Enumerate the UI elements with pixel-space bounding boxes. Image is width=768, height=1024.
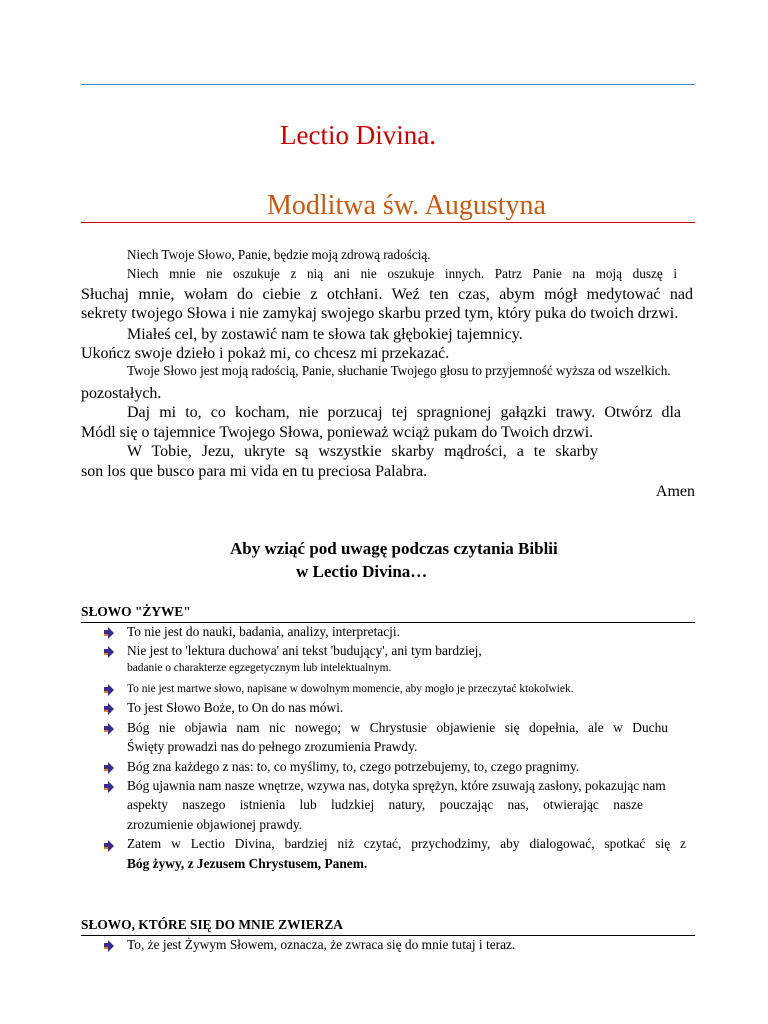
prayer-line: Miałeś cel, by zostawić nam te słowa tak głębokiej tajemnicy. (127, 326, 523, 343)
bullet-text: Bóg zna każdego z nas: to, co myślimy, to, czego potrzebujemy, to, czego pragnimy. (127, 759, 580, 774)
arrow-bullet-icon (103, 627, 115, 639)
arrow-bullet-icon (103, 703, 115, 715)
section-title: SŁOWO "ŻYWE" (81, 604, 191, 619)
prayer-line: son los que busco para mi vida en tu preciosa Palabra. (81, 463, 428, 480)
title-underline (81, 222, 695, 223)
bullet-text: badanie o charakterze egzegetycznym lub intelektualnym. (127, 662, 392, 674)
bullet-text: zrozumienie objawionej prawdy. (127, 817, 303, 832)
prayer-line: Daj mi to, co kocham, nie porzucaj tej spragnionej gałązki trawy. Otwórz dla (127, 404, 681, 421)
arrow-bullet-icon (103, 840, 115, 852)
prayer-line: sekrety twojego Słowa i nie zamykaj swojego skarbu przed tym, który puka do twoich drzwi. (81, 305, 679, 322)
bullet-text: Zatem w Lectio Divina, bardziej niż czytać, przychodzimy, aby dialogować, spotkać się z (127, 836, 686, 851)
prayer-line: Módl się o tajemnice Twojego Słowa, ponieważ wciąż pukam do Twoich drzwi. (81, 424, 594, 441)
prayer-line: Niech Twoje Słowo, Panie, będzie moją zdrową radością. (127, 247, 431, 262)
arrow-bullet-icon (103, 940, 115, 952)
bullet-text: Bóg ujawnia nam nasze wnętrze, wzywa nas, dotyka sprężyn, które zsuwają zasłony, pokazując nam (127, 778, 666, 793)
prayer-line: pozostałych. (81, 385, 162, 402)
prayer-line: Niech mnie nie oszukuje z nią ani nie oszukuje innych. Patrz Panie na moją duszę i (127, 266, 677, 281)
arrow-bullet-icon (103, 762, 115, 774)
section-heading: Aby wziąć pod uwagę podczas czytania Biblii (230, 539, 558, 558)
bullet-text: aspekty naszego istnienia lub ludzkiej natury, pouczając nas, otwierając nasze (127, 797, 643, 812)
section-rule (81, 935, 695, 936)
prayer-line: Ukończ swoje dzieło i pokaż mi, co chcesz mi przekazać. (81, 345, 450, 362)
bullet-text: To nie jest do nauki, badania, analizy, interpretacji. (127, 624, 400, 639)
section-title: SŁOWO, KTÓRE SIĘ DO MNIE ZWIERZA (81, 917, 343, 932)
bullet-text: To, że jest Żywym Słowem, oznacza, że zwraca się do mnie tutaj i teraz. (127, 937, 516, 952)
arrow-bullet-icon (103, 646, 115, 658)
prayer-line: Słuchaj mnie, wołam do ciebie z otchłani. Weź ten czas, abym mógł medytować nad (81, 286, 693, 303)
prayer-line: W Tobie, Jezu, ukryte są wszystkie skarby mądrości, a te skarby (127, 443, 598, 460)
bullet-text: To nie jest martwe słowo, napisane w dowolnym momencie, aby mogło je przeczytać ktokolwiek. (127, 683, 574, 695)
section-heading: w Lectio Divina… (296, 562, 428, 581)
bullet-text: To jest Słowo Boże, to On do nas mówi. (127, 700, 344, 715)
bullet-text: Święty prowadzi nas do pełnego zrozumienia Prawdy. (127, 739, 418, 754)
amen-text: Amen (655, 483, 695, 500)
arrow-bullet-icon (103, 781, 115, 793)
top-rule (81, 84, 695, 85)
bullet-text: Nie jest to 'lektura duchowa' ani tekst 'budujący', ani tym bardziej, (127, 643, 482, 658)
arrow-bullet-icon (103, 723, 115, 735)
prayer-line: Twoje Słowo jest moją radością, Panie, słuchanie Twojego głosu to przyjemność wyższa od wszelkich. (127, 363, 671, 378)
bullet-text: Bóg nie objawia nam nic nowego; w Chrystusie objawienie się dopełnia, ale w Duchu (127, 720, 668, 735)
document-title: Lectio Divina. (280, 120, 436, 150)
arrow-bullet-icon (103, 684, 115, 696)
bullet-text: Bóg żywy, z Jezusem Chrystusem, Panem. (127, 856, 368, 871)
section-rule (81, 622, 695, 623)
prayer-title: Modlitwa św. Augustyna (267, 190, 546, 221)
